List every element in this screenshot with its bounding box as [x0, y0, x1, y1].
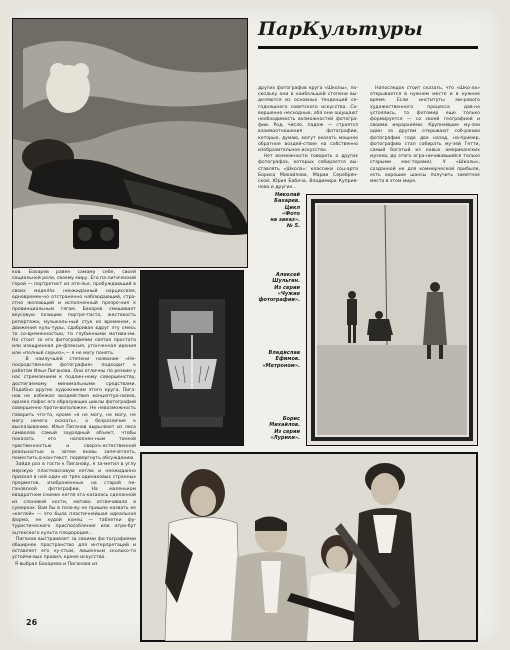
- photo-mikhailov-group: [141, 453, 477, 641]
- article-text-left-column: ков. Бахарев равен самому себе, своей социальной роли, своему миру. Его па-литический герой — портретист из ате-лье, пробуждающий в своих моделях неожиданный нарциссизм, одновремен-но отстраненно наблюдающий, стра-стно желающий и исполненный презре-ния к провинциальным тягам. Бахарев смешивает вкусовую позицию портре-тиста, жестокость репортажа, музыкаль-ный стук из временем, к движения куль-туры, сдабривая вдруг эту смесь то со-временностью, то глубинными мотива-ми. Но стоит за его фотографиями святая простота или изощренная ре-флексия, утонченная ирония или «полный серьез»,— я не могу понять. В наилучшей степени название «Не-посредственная фотография» подходит к работам Ильи Пиганова. Они отличны по резким у нас стремлением к подлин-ному совершенству, достигаемому минимальными средствами. Подобно других художникам этого круга, Пига-нов не избежал воздействия концептуа-лизма, однако пафос его образующих циклы фотографий совершенно проти-воположен. Не невозможность говорить что-то, кроме «я не могу, не могу, не могу ничего сказать», а безразличие к высказыванию. Илья Пиганов выры-вает из леса символов самый заурядный объект, чтобы показать его наполнен-ным тонкой чувственностью и сверхъ-естественной реальностью и затем вновь запечатлеть, поместить в кон-текст, подвергнуть обсуждению. Зайдя раз в гости к Пиганову, я за-метил в углу мерзкую пластмассовую кеглю и неожиданно признал в ней один из трех одинаковых странных предметов, изображенных на старой пи-гановской фотографии. На маленьком квадратном снимке кегля эта казалась сделанной из слоновой кости, матово отсвечивала в сумерках. Вам бы в голо-ву не пришло назвать ее «кеглей» — это была пластичнейшая идеальная форма, не худой конец — таблетки фу-туристического приспособления или атри-бут ацтекского культа плодородия... Пиганов выстраивает за своими фо-тографиями обширное пространство для интерпретаций и оставляет его ну-стым, лишенным сколько-то устойчи-вых правил, кроме искусства. Я выбрал Бахарева и Пиганова из: [12, 270, 137, 567]
- photo-efimov: [140, 270, 244, 446]
- article-text-top-right: Напоследок стоит сказать, что «Шко-ла» открывается в нужном месте и в нужное время. Если институты ми-рового художественного процесса дав-но устоялись, то фотомир еще только формируется — со своей географией и своими иерархиями. Крупнейшие му-зеи один за другим открывают соб-ранию фотографии года два назад, на-пример, фотографию стал собирать му-зей Гетти, самый богатый из новых американских музеев, до этого огра-ничивавшийся только старыми мас-терами). У «Школы», созданной не для коммерческой прибыли, есть хорошие шансы получить заметное место в этом мире.: [370, 86, 482, 185]
- section-rubric: [258, 18, 478, 49]
- caption-mikhailov: Борис Михайлов. Из серии «Лурики».: [269, 416, 300, 441]
- photo-mikhailov: [140, 452, 478, 642]
- page-number: 26: [26, 618, 38, 627]
- magazine-page: [8, 6, 502, 644]
- caption-bakharev: Николай Бахарев. Цикл «Фото на заказ». № 5.: [270, 192, 300, 230]
- caption-shulgin: Алексей Шульгин. Из серии «Чужие фотографии».: [258, 272, 300, 304]
- photo-shulgin: [306, 194, 478, 446]
- metronome-image: [141, 271, 243, 445]
- rubric-title: ПарКультуры: [258, 18, 423, 40]
- photo-bakharev: [12, 18, 248, 268]
- article-text-top-middle: других фотографов круга «Школы», по-скольку они в наибольшей степени вы-деляются из основных тенденций се-годняшнего советского искусства. Со-вершенно несходные, оба они ощущают необходимость возможностей фотогра-фии. Род, число, падеж — строятся взаимоотношения фотографии, которые, думаю, могут оказать мощное обратное воздей-ствие на собственно изобразительное искусство. Нет возможности говорить о других фотографах, которых собирается вы-ставлять «Школа»: классики соц-арта Бориса Михайлова, Марии Серебрян-ской, Юрия Бабича, Владимира Куприя-нова и других...: [258, 86, 358, 191]
- photo-shulgin-scene: [307, 195, 477, 445]
- photo-bakharev-figure: [13, 19, 247, 267]
- caption-efimov: Владислав Ефимов. «Метроном».: [262, 350, 300, 369]
